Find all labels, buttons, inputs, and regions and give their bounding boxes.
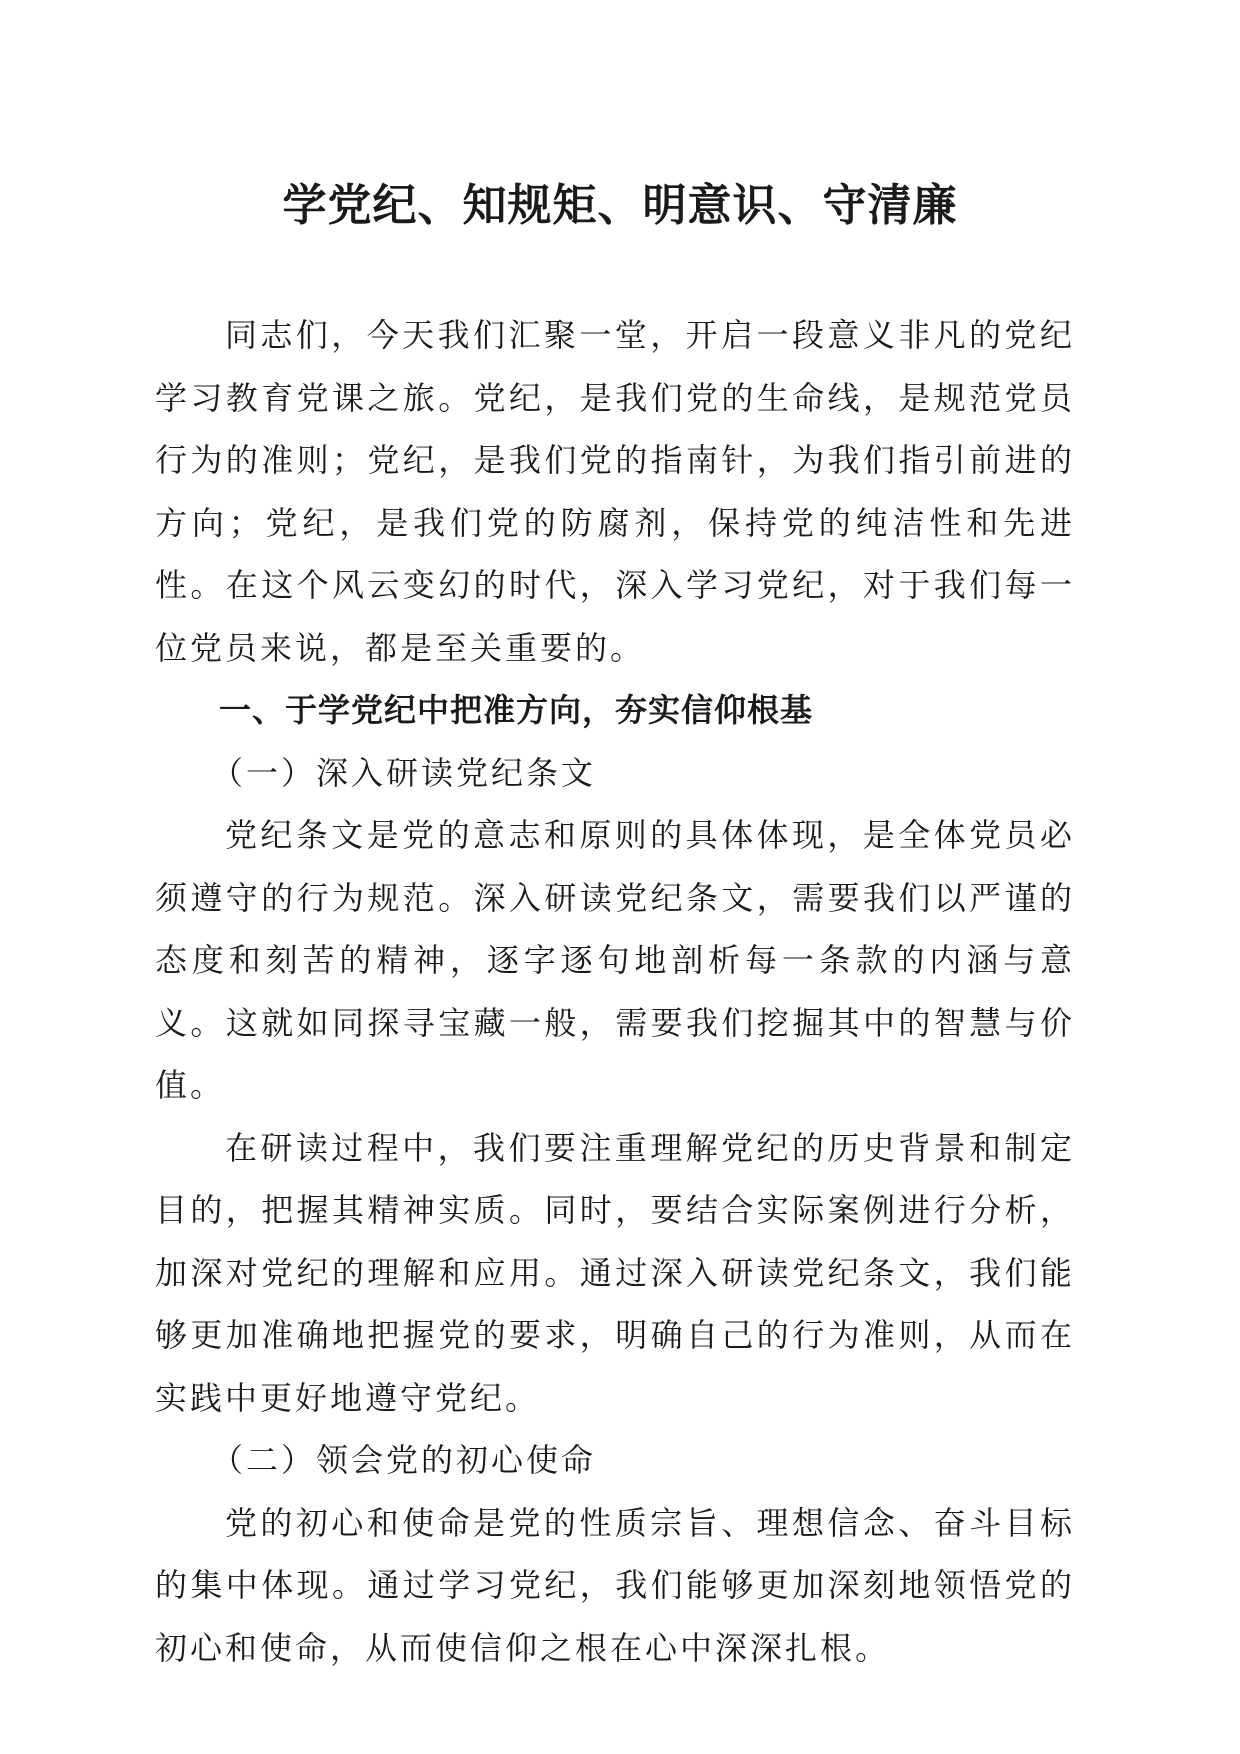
body-paragraph: 党纪条文是党的意志和原则的具体体现，是全体党员必须遵守的行为规范。深入研读党纪条文，需要我们以严谨的态度和刻苦的精神，逐字逐句地剖析每一条款的内涵与意义。这就如同探寻宝藏一般，需要我们挖掘其中的智慧与价值。 xyxy=(155,816,1075,1104)
subsection-heading-1: （一）深入研读党纪条文 xyxy=(211,753,597,792)
document-body xyxy=(155,304,1075,1679)
subsection-heading-2: （二）领会党的初心使命 xyxy=(211,1441,597,1479)
intro-paragraph: 同志们，今天我们汇聚一堂，开启一段意义非凡的党纪学习教育党课之旅。党纪，是我们党的生命线，是规范党员行为的准则；党纪，是我们党的指南针，为我们指引前进的方向；党纪，是我们党的防腐剂，保持党的纯洁性和先进性。在这个风云变幻的时代，深入学习党纪，对于我们每一位党员来说，都是至关重要的。 xyxy=(155,316,1075,667)
body-paragraph: 在研读过程中，我们要注重理解党纪的历史背景和制定目的，把握其精神实质。同时，要结合实际案例进行分析，加深对党纪的理解和应用。通过深入研读党纪条文，我们能够更加准确地把握党的要求，明确自己的行为准则，从而在实践中更好地遵守党纪。 xyxy=(155,1128,1075,1417)
body-paragraph: 党的初心和使命是党的性质宗旨、理想信念、奋斗目标的集中体现。通过学习党纪，我们能够更加深刻地领悟党的初心和使命，从而使信仰之根在心中深深扎根。 xyxy=(155,1503,1075,1667)
document-title: 学党纪、知规矩、明意识、守清廉 xyxy=(282,180,958,231)
section-heading-1: 一、于学党纪中把准方向，夯实信仰根基 xyxy=(219,691,814,729)
